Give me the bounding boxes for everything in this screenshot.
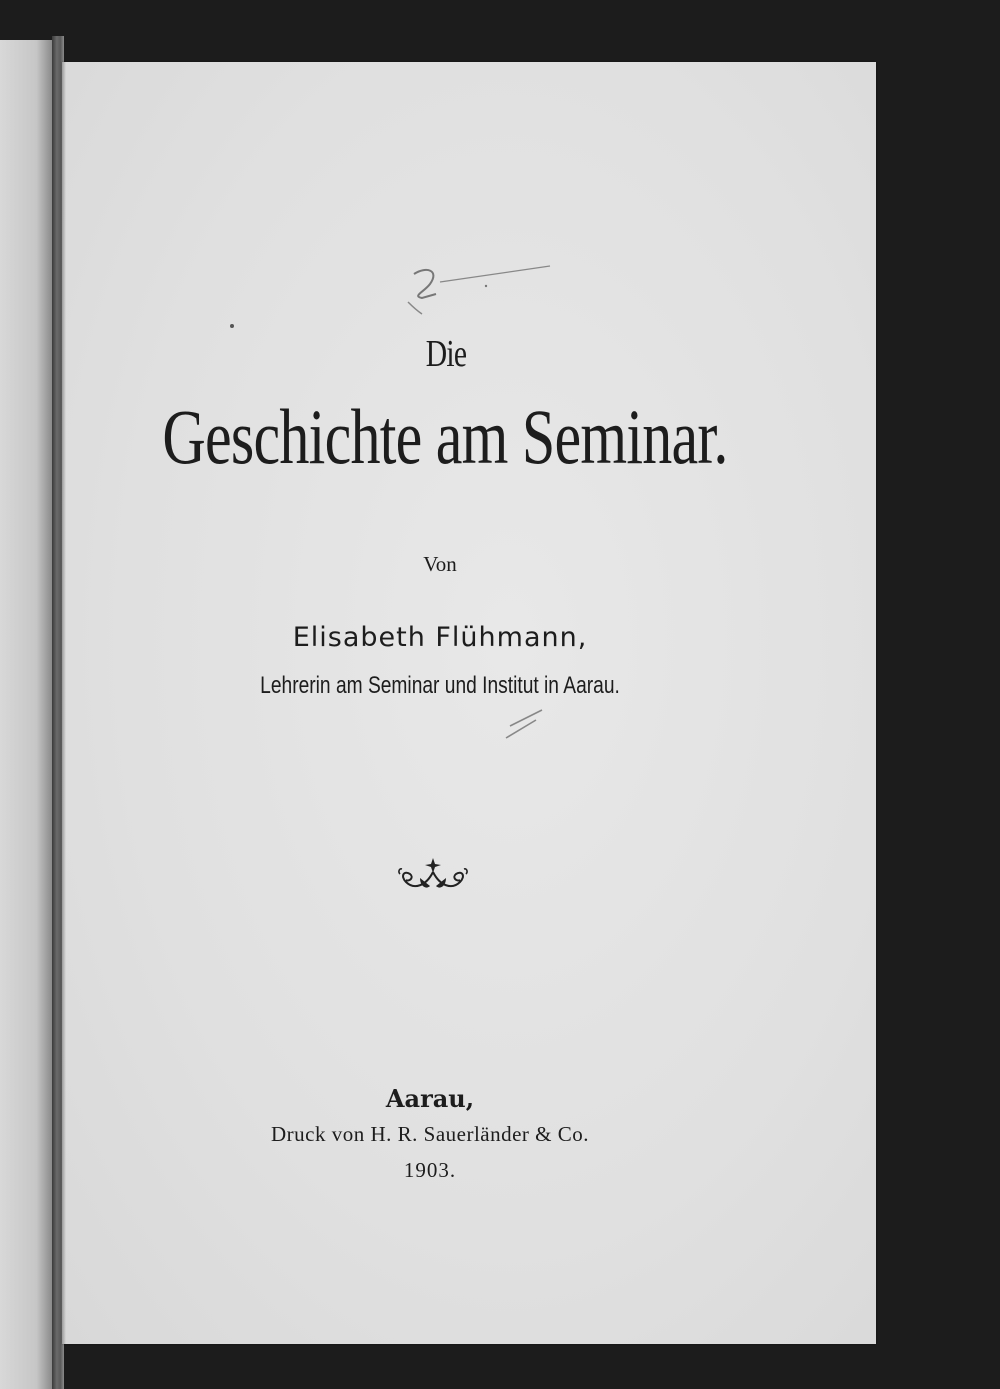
by-label: Von [423,552,457,576]
left-page-edge [0,40,55,1389]
printer-line: Druck von H. R. Sauerländer & Co. [270,1122,590,1146]
author-position: Lehrerin am Seminar und Institut in Aarau. [260,672,620,699]
paper-speck [230,324,234,328]
publication-place: Aarau, [385,1084,475,1113]
left-page-shading [0,40,52,1389]
page-title: Geschichte am Seminar. [162,393,728,480]
page-gutter-shadow [62,62,66,1344]
floral-ornament-icon [396,856,470,896]
author-name: Elisabeth Flühmann, [292,622,588,653]
title-page [62,62,876,1344]
pencil-annotation-icon [500,704,550,744]
pencil-annotation-icon [400,262,560,318]
publication-year: 1903. [403,1158,457,1182]
heading-small: Die [425,333,467,375]
